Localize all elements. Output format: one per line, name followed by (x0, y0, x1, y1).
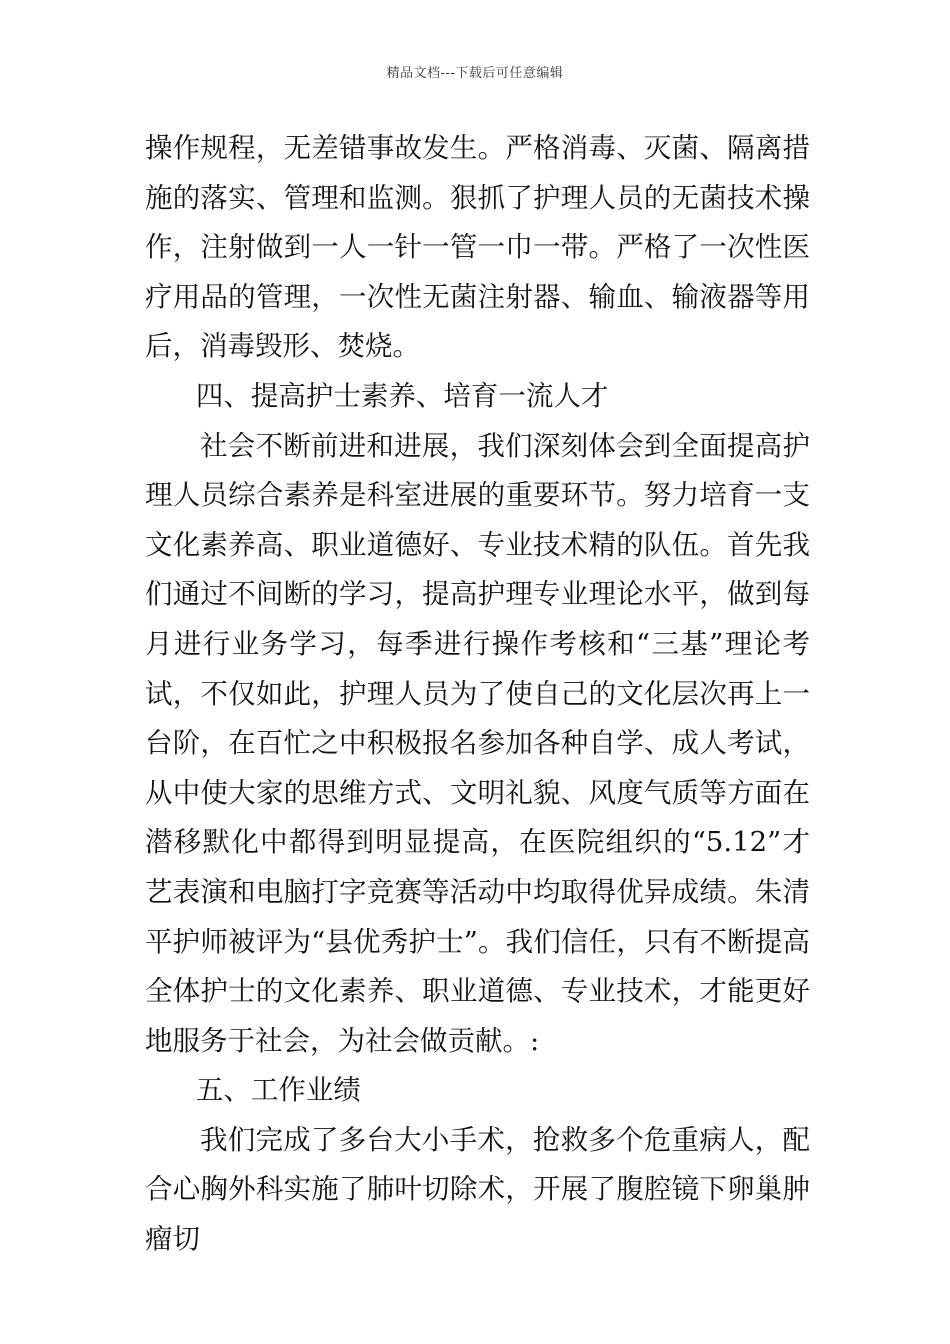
paragraph-nurse-quality: 社会不断前进和进展，我们深刻体会到全面提高护理人员综合素养是科室进展的重要环节。努力培育一支文化素养高、职业道德好、专业技术精的队伍。首先我们通过不间断的学习，提高护理专业理论水平，做到每月进行业务学习，每季进行操作考核和“三基”理论考试，不仅如此，护理人员为了使自己的文化层次再上一台阶，在百忙之中积极报名参加各种自学、成人考试，从中使大家的思维方式、文明礼貌、风度气质等方面在潜移默化中都得到明显提高，在医院组织的“5.12”才艺表演和电脑打字竞赛等活动中均取得优异成绩。朱清平护师被评为“县优秀护士”。我们信任，只有不断提高全体护士的文化素养、职业道德、专业技术，才能更好地服务于社会，为社会做贡献。: (145, 429, 810, 1057)
paragraph-disinfection: 操作规程，无差错事故发生。严格消毒、灭菌、隔离措施的落实、管理和监测。狠抓了护理人员的无菌技术操作，注射做到一人一针一管一巾一带。严格了一次性医疗用品的管理，一次性无菌注射器、输血、输液器等用后，消毒毁形、焚烧。 (145, 132, 810, 363)
document-body (145, 124, 810, 1265)
paragraph-achievements: 我们完成了多台大小手术，抢救多个危重病人，配合心胸外科实施了肺叶切除术，开展了腹腔镜下卵巢肿瘤切 (145, 1123, 810, 1256)
page-header: 精品文档---下载后可任意编辑 (386, 66, 564, 81)
section-heading-4: 四、提高护士素养、培育一流人才 (195, 379, 609, 412)
section-heading-5: 五、工作业绩 (195, 1074, 361, 1107)
